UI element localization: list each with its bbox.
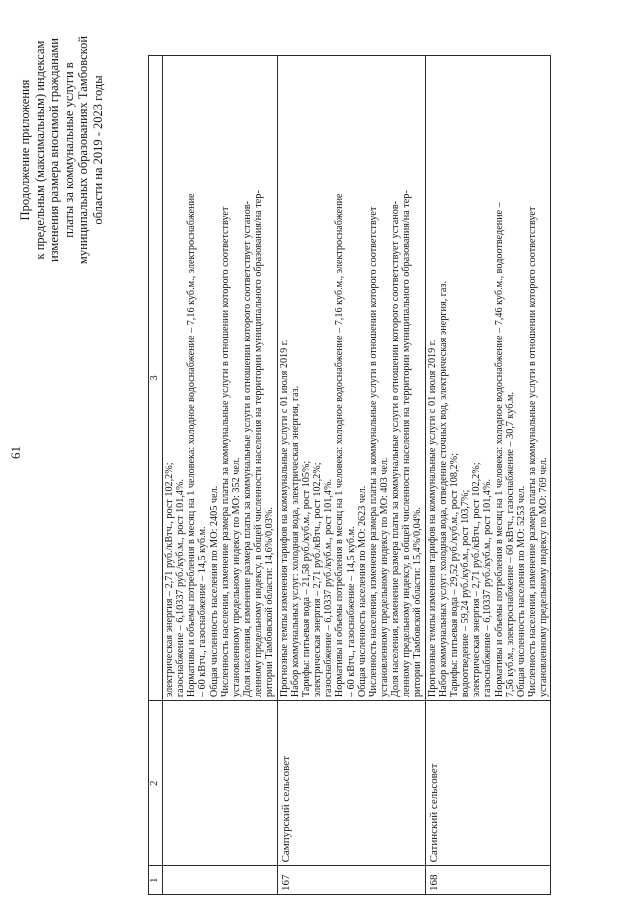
description-line: установленному предельному индексу по МО: 403 чел. <box>378 457 390 698</box>
description-line: газоснабжение – 6,10337 руб./куб.м., рост 101,4%. <box>482 478 494 698</box>
description-line: газоснабжение – 6,10337 руб./куб.м., рост 101,4%. <box>323 478 335 698</box>
description-line: Набор коммунальных услуг: холодная вода, отведение сточных вод, электрическая энергия, газ. <box>437 281 449 698</box>
description-line: – 60 кВтч., газоснабжение – 14,5 куб.м. <box>197 526 209 698</box>
page-number: 61 <box>8 446 23 459</box>
column-header: 1 <box>149 866 163 895</box>
appendix-title-line: муниципальных образованиях Тамбовской <box>76 35 91 265</box>
description-line: Нормативы и объемы потребления в месяц на 1 человека: холодное водоснабжение – 7,16 куб.м., электроснабжение <box>186 193 198 698</box>
description-line: газоснабжение – 6,10337 руб./куб.м., рост 101,4%. <box>175 478 187 698</box>
municipality-name <box>163 701 278 866</box>
description-line: ритории Тамбовской области: 14,6%/0,03%. <box>264 507 276 698</box>
row-number: 167 <box>277 866 425 895</box>
table-row <box>277 56 425 895</box>
description-line: Нормативы и объемы потребления в месяц на 1 человека: холодное водоснабжение – 7,46 куб.м., водоотведение – <box>493 202 505 698</box>
description-line: установленному предельному индексу по МО: 352 чел. <box>230 457 242 698</box>
description-line: Общая численность населения по МО: 2405 чел. <box>208 485 220 698</box>
description-line: Доля населения, изменение размера платы за коммунальные услуги в отношении которого соответствует установ- <box>242 200 254 698</box>
description-line: электрическая энергия – 2,71 руб./кВтч., рост 102,2%; <box>164 462 175 698</box>
appendix-title-line: платы за коммунальные услуги в <box>61 62 76 238</box>
description-line: Общая численность населения по МО: 5253 чел. <box>515 485 527 698</box>
appendix-title <box>18 15 106 285</box>
table-header-row <box>149 56 163 895</box>
description-line: Общая численность населения по МО: 2623 чел. <box>356 485 368 698</box>
description-line: Тарифы: питьевая вода – 29,52 руб./куб.м., рост 108,2%; <box>448 453 460 698</box>
tariff-description <box>425 56 551 701</box>
column-header: 2 <box>149 701 163 866</box>
description-line: ленному предельному индексу, в общей численности населения на территории муниципального образования/на тер- <box>401 190 413 698</box>
description-line: Набор коммунальных услуг: холодная вода, электрическая энергия, газ. <box>289 385 301 698</box>
description-line: электрическая энергия – 2,71 руб./кВтч., рост 102,2%; <box>471 462 483 698</box>
table-row <box>425 56 551 895</box>
description-line: Доля населения, изменение размера платы за коммунальные услуги в отношении которого соответствует установ- <box>390 200 402 698</box>
row-number <box>163 866 278 895</box>
description-line: Численность населения, изменение размера платы за коммунальные услуги в отношении которого соответствует <box>527 206 538 698</box>
appendix-title-line: изменения размера вносимой гражданами <box>47 38 62 263</box>
tariff-description <box>163 56 278 701</box>
description-line: Прогнозные темпы изменения тарифов на коммунальные услуги с 01 июля 2019 г. <box>426 339 438 698</box>
appendix-title-line: области на 2019 - 2023 годы <box>90 75 105 225</box>
description-line: водоотведение – 59,24 руб./куб.м., рост 103,7%; <box>460 489 472 698</box>
appendix-title-line: к предельным (максимальным) индексам <box>32 40 47 260</box>
appendix-title-line: Продолжение приложения <box>18 79 32 221</box>
tariff-description <box>277 56 425 701</box>
table-row <box>163 56 278 895</box>
column-header: 3 <box>149 56 163 701</box>
municipality-name: Сатинский сельсовет <box>425 701 551 866</box>
description-line: Прогнозные темпы изменения тарифов на коммунальные услуги с 01 июля 2019 г. <box>278 339 290 698</box>
description-line: 7,56 куб.м., электроснабжение – 60 кВтч., газоснабжение – 30,7 куб.м. <box>504 391 516 698</box>
description-line: Численность населения, изменение размера платы за коммунальные услуги в отношении которого соответствует <box>219 206 231 698</box>
description-line: электрическая энергия – 2,71 руб./кВтч., рост 102,2%; <box>312 462 324 698</box>
description-line: ритории Тамбовской области: 15,4%/0,04%. <box>412 507 424 698</box>
description-line: – 60 кВтч., газоснабжение – 14,5 куб.м. <box>345 526 357 698</box>
municipality-name: Сампурский сельсовет <box>277 701 425 866</box>
description-line: Нормативы и объемы потребления в месяц на 1 человека: холодное водоснабжение – 7,16 куб.м., электроснабжение <box>334 193 346 698</box>
description-line: Численность населения, изменение размера платы за коммунальные услуги в отношении которого соответствует <box>367 206 379 698</box>
row-number: 168 <box>425 866 551 895</box>
indices-table <box>148 55 551 895</box>
description-line: ленному предельному индексу, в общей численности населения на территории муниципального образования/на тер- <box>253 190 265 698</box>
description-line: установленному предельному индексу по МО: 769 чел. <box>538 457 550 698</box>
description-line: Тарифы: питьевая вода – 21,58 руб./куб.м., рост 105%; <box>300 460 312 698</box>
